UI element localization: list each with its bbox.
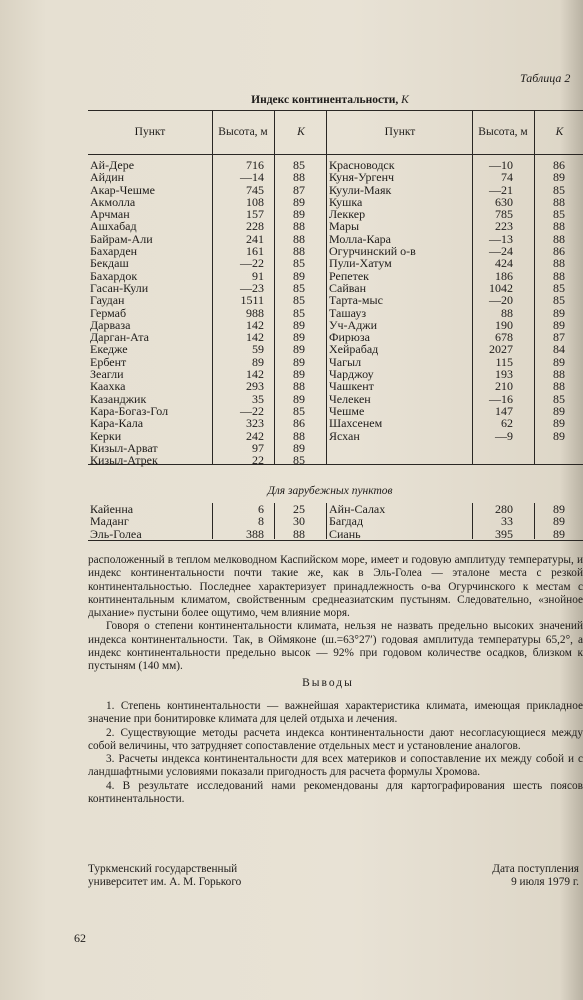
point-name: Фирюза <box>329 330 370 345</box>
point-name: Кара-Кала <box>90 416 144 431</box>
height-value: —23 <box>240 280 264 295</box>
point-name: Шахсенем <box>329 416 383 431</box>
point-name: Багдад <box>329 514 364 529</box>
k-value: 85 <box>293 158 305 172</box>
point-name: Кайенна <box>90 502 134 516</box>
height-value: 1511 <box>240 293 264 308</box>
table-row <box>329 515 583 527</box>
height-value: 716 <box>246 158 264 172</box>
caption-text: Индекс континентальности, <box>251 94 399 106</box>
point-name: Огурчинский о-в <box>329 244 416 259</box>
table-caption <box>90 94 570 106</box>
height-value: 147 <box>495 403 513 418</box>
height-value: 142 <box>246 330 264 345</box>
k-value: 89 <box>293 342 305 357</box>
point-name: Репетек <box>329 268 369 283</box>
height-value: 22 <box>252 453 264 468</box>
point-name: Ай-Дере <box>90 158 135 172</box>
k-value: 88 <box>293 526 305 541</box>
k-value: 85 <box>553 391 565 406</box>
k-value: 85 <box>553 182 565 197</box>
height-value: 242 <box>246 428 264 443</box>
height-value: 630 <box>495 194 513 209</box>
table-row <box>329 430 583 442</box>
conclusions-list <box>88 700 583 806</box>
conclusion-item: 2. Существующие методы расчета индекса континентальности дают несогласующиеся между собой величины, что затрудняет сопоставление отдельных мест и установление аналогов. <box>88 726 583 752</box>
point-name: Бахардок <box>90 268 138 283</box>
k-value: 88 <box>553 268 565 283</box>
k-value: 88 <box>293 379 305 394</box>
height-value: 223 <box>495 219 513 234</box>
conclusion-item: 1. Степень континентальности — важнейшая характеристика климата, имеющая прикладное значение при бонитировке климата для целей отдыха и лечения. <box>88 700 583 726</box>
point-name: Уч-Аджи <box>329 317 378 332</box>
received-value: 9 июля 1979 г. <box>511 876 579 888</box>
point-name: Кизыл-Арват <box>90 440 158 455</box>
k-value: 86 <box>553 244 565 259</box>
k-value: 89 <box>293 391 305 406</box>
height-value: 74 <box>501 170 513 185</box>
k-value: 89 <box>293 440 305 455</box>
height-value: 988 <box>246 305 264 320</box>
body-text-block <box>88 554 583 674</box>
point-name: Бахарден <box>90 244 138 259</box>
k-value: 85 <box>553 207 565 222</box>
k-value: 88 <box>553 379 565 394</box>
paragraph-2: Говоря о степени континентальности климата, нельзя не назвать предельно высоких значений индекса континентальности. Так, в Оймяконе (ш.=63°27′) годовая амплитуда температуры 65,2°, а индекс континентальности предельно высок — 92% при годовом количестве осадков, близком к пустыням (140 мм). <box>88 620 583 673</box>
table-row <box>329 307 583 319</box>
k-value: 89 <box>553 428 565 443</box>
header-height-left: Высота, м <box>218 126 268 139</box>
height-value: 91 <box>252 268 264 283</box>
table-row <box>329 257 583 269</box>
k-value: 89 <box>293 317 305 332</box>
affiliation <box>88 863 241 889</box>
point-name: Гермаб <box>90 305 127 320</box>
header-k-right: K <box>555 126 564 139</box>
table-row <box>329 503 583 515</box>
table-row <box>329 171 583 183</box>
table-row <box>90 417 330 429</box>
foreign-points-heading: Для зарубежных пунктов <box>267 485 393 497</box>
k-value: 88 <box>553 367 565 382</box>
point-name: Ашхабад <box>90 219 137 234</box>
point-name: Дарган-Ата <box>90 330 149 345</box>
table-row <box>90 257 330 269</box>
k-value: 85 <box>553 293 565 308</box>
foreign-table-right <box>329 503 583 540</box>
k-value: 89 <box>293 268 305 283</box>
table-row <box>329 184 583 196</box>
table-row <box>90 528 330 540</box>
k-value: 86 <box>553 158 565 172</box>
height-value: —14 <box>240 170 264 185</box>
header-point-left: Пункт <box>134 126 166 139</box>
k-value: 85 <box>293 280 305 295</box>
point-name: Байрам-Али <box>90 231 153 246</box>
height-value: —24 <box>489 244 513 259</box>
received-date <box>492 863 579 889</box>
point-name: Каахка <box>90 379 126 394</box>
height-value: 228 <box>246 219 264 234</box>
height-value: 89 <box>252 354 264 369</box>
k-value: 88 <box>293 170 305 185</box>
conclusions-heading: Выводы <box>302 677 354 689</box>
height-value: 88 <box>501 305 513 320</box>
page-number: 62 <box>74 931 86 945</box>
point-name: Гаудан <box>90 293 125 308</box>
point-name: Сиань <box>329 526 361 541</box>
point-name: Гасан-Кули <box>90 280 149 295</box>
point-name: Чагыл <box>329 354 362 369</box>
height-value: 678 <box>495 330 513 345</box>
point-name: Куня-Ургенч <box>329 170 395 185</box>
point-name: Айн-Салах <box>329 502 386 516</box>
point-name: Кизыл-Атрек <box>90 453 158 468</box>
height-value: —10 <box>489 158 513 172</box>
k-value: 87 <box>293 182 305 197</box>
height-value: —16 <box>489 391 513 406</box>
point-name: Зеагли <box>90 367 124 382</box>
table-row <box>329 220 583 232</box>
k-value: 89 <box>553 514 565 529</box>
k-value: 89 <box>553 317 565 332</box>
k-value: 89 <box>553 403 565 418</box>
point-name: Сайван <box>329 280 367 295</box>
k-value: 85 <box>293 293 305 308</box>
k-value: 89 <box>293 367 305 382</box>
table-row <box>90 343 330 355</box>
k-value: 86 <box>293 416 305 431</box>
table-row <box>90 171 330 183</box>
conclusion-item: 3. Расчеты индекса континентальности для всех материков и сопоставление их между собой и с ландшафтными условиями показали пригодность для расчета формулы Хромова. <box>88 753 583 779</box>
height-value: —13 <box>489 231 513 246</box>
table-row <box>90 307 330 319</box>
height-value: —9 <box>495 428 513 443</box>
height-value: 8 <box>258 514 264 529</box>
height-value: 190 <box>495 317 513 332</box>
height-value: 280 <box>495 502 513 516</box>
k-value: 89 <box>293 194 305 209</box>
height-value: 395 <box>495 526 513 541</box>
k-value: 85 <box>293 256 305 271</box>
height-value: 59 <box>252 342 264 357</box>
height-value: —22 <box>240 403 264 418</box>
height-value: 210 <box>495 379 513 394</box>
point-name: Екедже <box>90 342 128 357</box>
point-name: Куули-Маяк <box>329 182 392 197</box>
height-value: 115 <box>495 354 513 369</box>
k-value: 85 <box>293 305 305 320</box>
height-value: —22 <box>240 256 264 271</box>
point-name: Пули-Хатум <box>329 256 392 271</box>
paragraph-1: расположенный в теплом мелководном Каспийском море, имеет и годовую амплитуду температуры, и индекс континентальности почти такие же, как в Эль-Голеа — эталоне места с резкой континентальностью. Последнее характеризует принадлежность о-ва Огурчинского к местам с континентальным климатом, свойственным среднеазиатским пустыням. Следовательно, «знойное дыхание» пустыни более ощутимо, чем влияние моря. <box>88 554 583 620</box>
height-value: —20 <box>489 293 513 308</box>
height-value: 785 <box>495 207 513 222</box>
point-name: Казанджик <box>90 391 147 406</box>
point-name: Ясхан <box>329 428 360 443</box>
k-value: 89 <box>293 207 305 222</box>
point-name: Молла-Кара <box>329 231 392 246</box>
point-name: Чарджоу <box>329 367 374 382</box>
point-name: Бекдаш <box>90 256 129 271</box>
k-value: 89 <box>553 502 565 516</box>
point-name: Тарта-мыс <box>329 293 383 308</box>
header-height-right: Высота, м <box>478 126 528 139</box>
k-value: 89 <box>553 305 565 320</box>
height-value: 142 <box>246 317 264 332</box>
table-row <box>90 220 330 232</box>
k-value: 88 <box>293 244 305 259</box>
k-value: 88 <box>293 231 305 246</box>
height-value: 186 <box>495 268 513 283</box>
height-value: 193 <box>495 367 513 382</box>
height-value: 6 <box>258 502 264 516</box>
k-value: 85 <box>293 403 305 418</box>
k-value: 88 <box>553 256 565 271</box>
height-value: 745 <box>246 182 264 197</box>
height-value: 241 <box>246 231 264 246</box>
point-name: Челекен <box>329 391 371 406</box>
k-value: 88 <box>293 219 305 234</box>
height-value: 157 <box>246 207 264 222</box>
point-name: Хейрабад <box>329 342 379 357</box>
foreign-table-left <box>90 503 330 540</box>
table-row <box>90 294 330 306</box>
height-value: 1042 <box>489 280 513 295</box>
k-value: 25 <box>293 502 305 516</box>
point-name: Айдин <box>90 170 125 185</box>
point-name: Акар-Чешме <box>90 182 155 197</box>
k-value: 84 <box>553 342 565 357</box>
table-row <box>90 380 330 392</box>
height-value: 2027 <box>489 342 513 357</box>
table-row <box>329 380 583 392</box>
point-name: Кара-Богаз-Гол <box>90 403 169 418</box>
point-name: Акмолла <box>90 194 136 209</box>
height-value: 142 <box>246 367 264 382</box>
header-point-right: Пункт <box>384 126 416 139</box>
height-value: 161 <box>246 244 264 259</box>
k-value: 85 <box>293 453 305 468</box>
table-row <box>329 294 583 306</box>
k-value: 88 <box>553 219 565 234</box>
k-value: 89 <box>293 354 305 369</box>
k-value: 87 <box>553 330 565 345</box>
point-name: Эль-Голеа <box>90 526 142 541</box>
point-name: Леккер <box>329 207 366 222</box>
point-name: Кушка <box>329 194 363 209</box>
table-row <box>90 515 330 527</box>
received-label: Дата поступления <box>492 863 579 875</box>
caption-symbol: K <box>401 94 409 106</box>
point-name: Маданг <box>90 514 129 529</box>
k-value: 89 <box>553 354 565 369</box>
k-value: 30 <box>293 514 305 529</box>
table-row <box>90 454 330 466</box>
point-name: Арчман <box>90 207 130 222</box>
point-name: Дарваза <box>90 317 131 332</box>
k-value: 85 <box>553 280 565 295</box>
height-value: 388 <box>246 526 264 541</box>
point-name: Чашкент <box>329 379 374 394</box>
height-value: 62 <box>501 416 513 431</box>
affiliation-line: университет им. А. М. Горького <box>88 876 242 888</box>
height-value: —21 <box>489 182 513 197</box>
point-name: Керки <box>90 428 122 443</box>
point-name: Ербент <box>90 354 127 369</box>
height-value: 424 <box>495 256 513 271</box>
table-row <box>329 343 583 355</box>
k-value: 88 <box>293 428 305 443</box>
height-value: 35 <box>252 391 264 406</box>
height-value: 293 <box>246 379 264 394</box>
point-name: Ташауз <box>329 305 367 320</box>
k-value: 89 <box>553 416 565 431</box>
table-row <box>329 393 583 405</box>
height-value: 33 <box>501 514 513 529</box>
point-name: Красноводск <box>329 158 395 172</box>
k-value: 89 <box>553 526 565 541</box>
height-value: 97 <box>252 440 264 455</box>
table-row <box>90 430 330 442</box>
table-header <box>88 111 583 154</box>
table-row <box>329 196 583 208</box>
table-number-label: Таблица 2 <box>520 71 571 85</box>
table-row <box>329 417 583 429</box>
k-value: 88 <box>553 231 565 246</box>
height-value: 108 <box>246 194 264 209</box>
k-value: 89 <box>293 330 305 345</box>
affiliation-line: Туркменский государственный <box>88 863 238 875</box>
point-name: Мары <box>329 219 360 234</box>
height-value: 323 <box>246 416 264 431</box>
table-row <box>329 270 583 282</box>
header-k-left: K <box>297 126 305 139</box>
table-body-right <box>329 159 583 442</box>
table-header-rule <box>88 154 583 155</box>
table-row <box>329 528 583 540</box>
table-row <box>329 208 583 220</box>
k-value: 89 <box>553 170 565 185</box>
k-value: 88 <box>553 194 565 209</box>
point-name: Чешме <box>329 403 365 418</box>
conclusion-item: 4. В результате исследований нами рекомендованы для картографирования шесть поясов континентальности. <box>88 779 583 806</box>
table-body-left <box>90 159 330 466</box>
